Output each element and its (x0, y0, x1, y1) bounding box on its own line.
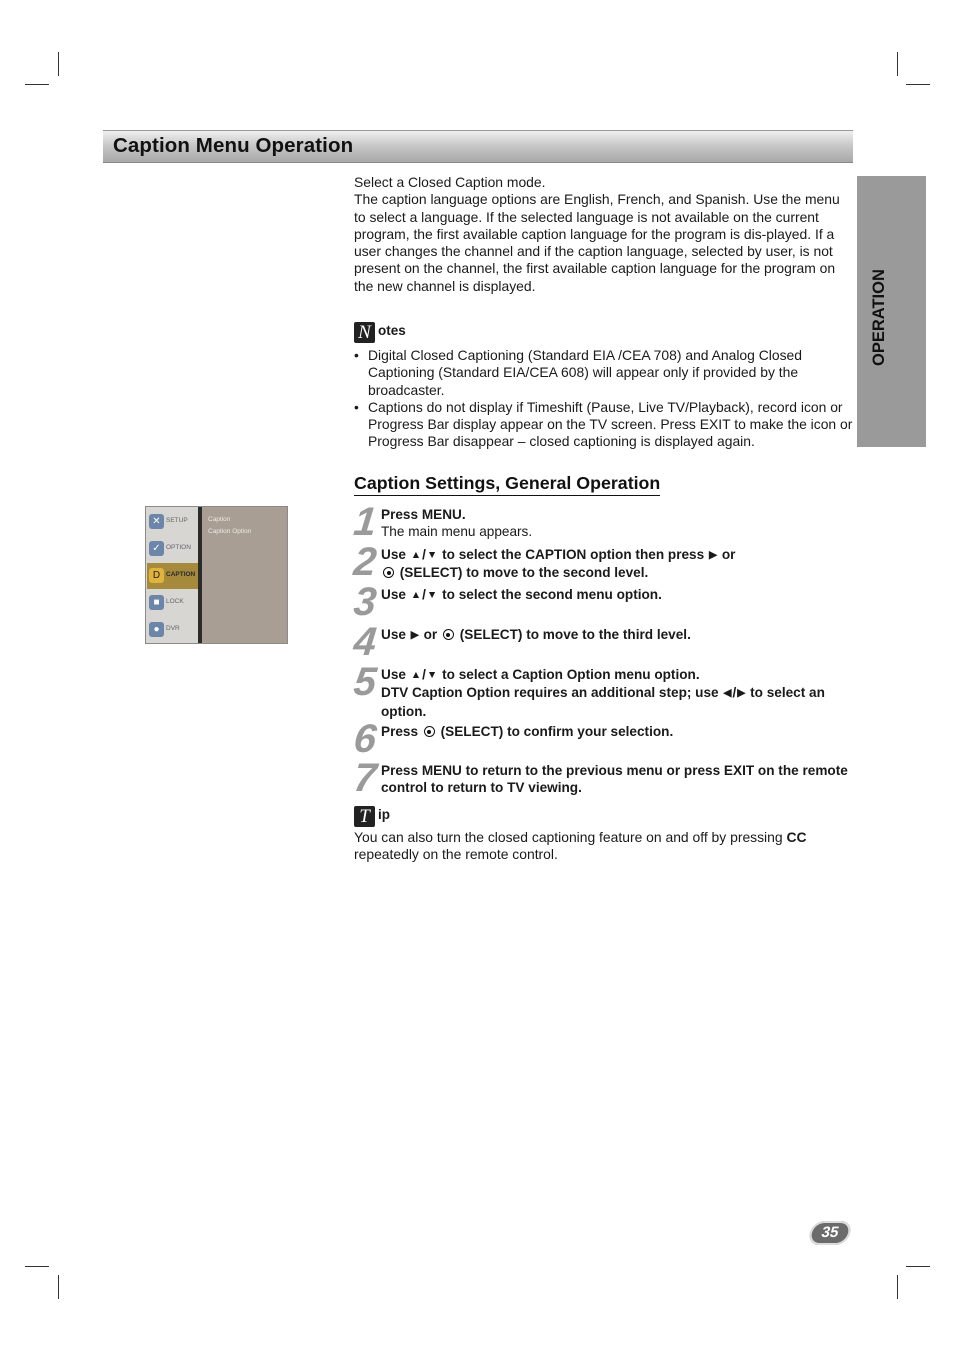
crop-mark (897, 1275, 898, 1299)
list-item: • Digital Closed Captioning (Standard EIA /CEA 708) and Analog Closed Captioning (Standard EIA/CEA 608) will appear only if provided by the broadcaster. (354, 347, 854, 399)
step-number: 1 (351, 500, 379, 544)
caption-icon: D (149, 568, 164, 583)
wrench-icon: ✕ (149, 514, 164, 529)
step-number: 7 (351, 756, 379, 800)
menu-item-label: DVR (166, 625, 180, 632)
intro-paragraph: The caption language options are English, French, and Spanish. Use the menu to select a language. If the selected language is not available on the current program, the first available caption language for the program is dis-played. If a user changes the channel and if the caption language, selected by user, is not present on the channel, the first available caption language for the program on the new channel is displayed. (354, 191, 840, 294)
menu-item-label: LOCK (166, 598, 184, 605)
menu-item-label: CAPTION (166, 571, 196, 578)
step-instruction: Press MENU. (381, 507, 466, 522)
side-tab-label: OPERATION (870, 269, 888, 366)
step-instruction: DTV Caption Option requires an additional step; use ◀/▶ to select an option. (381, 685, 825, 719)
title-bar (103, 130, 853, 163)
check-icon: ✓ (149, 541, 164, 556)
tip-block (354, 806, 854, 864)
submenu-item: Caption (208, 516, 231, 523)
step-number: 3 (351, 580, 379, 624)
menu-screenshot (145, 506, 288, 644)
step-result: The main menu appears. (381, 524, 533, 540)
step-instruction: Use ▲/▼ to select a Caption Option menu option. (381, 666, 851, 684)
menu-item-label: SETUP (166, 517, 188, 524)
tip-icon: T (354, 806, 375, 827)
page-title: Caption Menu Operation (113, 134, 354, 157)
menu-item-option (147, 536, 198, 562)
step-instruction: (SELECT) to move to the second level. (381, 564, 851, 581)
step-number: 4 (351, 620, 379, 664)
right-arrow-icon: ▶ (737, 687, 746, 700)
crop-mark (906, 84, 930, 85)
crop-mark (897, 52, 898, 76)
right-arrow-icon: ▶ (410, 629, 419, 641)
up-arrow-icon: ▲ (410, 549, 422, 561)
down-arrow-icon: ▼ (426, 549, 438, 561)
step-instruction: Press MENU to return to the previous menu or press EXIT on the remote control to return to TV viewing. (381, 763, 848, 796)
tip-heading: ip (378, 807, 390, 822)
crop-mark (58, 1275, 59, 1299)
crop-mark (25, 84, 49, 85)
step-number: 5 (351, 660, 379, 704)
tip-text: You can also turn the closed captioning feature on and off by pressing CC repeatedly on the remote control. (354, 829, 807, 863)
up-arrow-icon: ▲ (410, 589, 422, 601)
right-arrow-icon: ▶ (708, 549, 718, 561)
up-arrow-icon: ▲ (410, 669, 422, 681)
disc-icon: ● (149, 622, 164, 637)
notes-block (354, 322, 854, 451)
step-number: 2 (351, 540, 379, 584)
step-instruction: Use ▲/▼ to select the CAPTION option then press ▶ or (381, 546, 851, 564)
crop-mark (906, 1266, 930, 1267)
notes-heading: otes (378, 323, 406, 338)
down-arrow-icon: ▼ (426, 589, 438, 601)
menu-item-caption (147, 563, 198, 589)
section-side-tab (857, 176, 926, 447)
intro-text (354, 174, 854, 295)
section-heading: Caption Settings, General Operation (354, 473, 660, 496)
menu-item-setup (147, 509, 198, 535)
menu-item-lock (147, 590, 198, 616)
step-number: 6 (351, 717, 379, 761)
lock-icon: ■ (149, 595, 164, 610)
select-button-icon (424, 726, 435, 737)
down-arrow-icon: ▼ (426, 669, 438, 681)
select-button-icon (383, 567, 394, 578)
crop-mark (58, 52, 59, 76)
menu-item-label: OPTION (166, 544, 191, 551)
submenu-item: Caption Option (208, 528, 252, 535)
select-button-icon (443, 629, 454, 640)
menu-divider (198, 507, 202, 643)
list-item: • Captions do not display if Timeshift (Pause, Live TV/Playback), record icon or Progress Bar display appear on the TV screen. Press EXIT to make the icon or Progress Bar disappear – closed captioning is displayed again. (354, 399, 854, 451)
step-instruction: Press (SELECT) to confirm your selection. (381, 724, 674, 739)
crop-mark (25, 1266, 49, 1267)
notes-icon: N (354, 322, 375, 343)
notes-list (354, 347, 854, 451)
intro-line: Select a Closed Caption mode. (354, 174, 546, 190)
step-instruction: Use ▲/▼ to select the second menu option. (381, 586, 851, 604)
step-instruction: Use ▶ or (SELECT) to move to the third level. (381, 626, 851, 644)
left-arrow-icon: ◀ (723, 687, 732, 700)
menu-item-dvr (147, 617, 198, 643)
page-number: 35 (807, 1221, 853, 1245)
